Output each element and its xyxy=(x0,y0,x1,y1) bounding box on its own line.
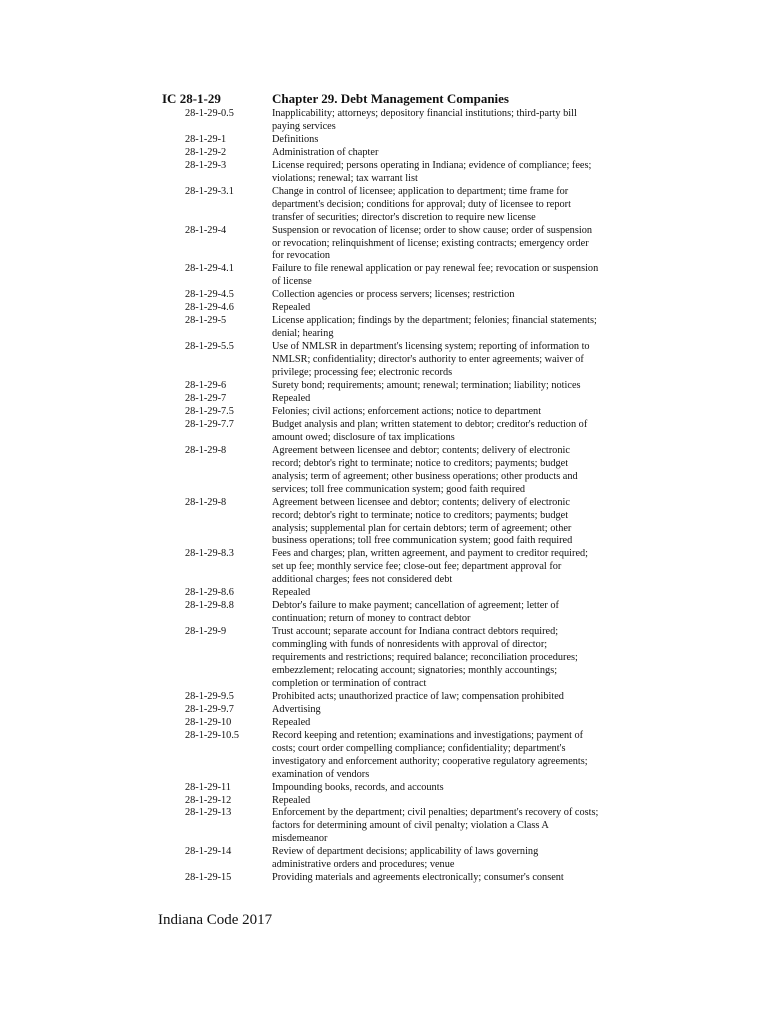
description-line: Prohibited acts; unauthorized practice of law; compensation prohibited xyxy=(272,690,564,702)
section-number: 28-1-29-9.7 xyxy=(185,703,234,715)
section-entry xyxy=(185,134,625,147)
section-entry xyxy=(185,108,625,134)
section-number: 28-1-29-5 xyxy=(185,315,227,327)
section-entry xyxy=(185,807,625,846)
description-line: completion or termination of contract xyxy=(272,677,427,689)
chapter-citation: IC 28-1-29 xyxy=(162,91,221,106)
description-line: analysis; supplemental plan for certain debtors; term of agreement; other xyxy=(272,522,572,534)
section-number: 28-1-29-11 xyxy=(185,781,231,793)
section-entry xyxy=(185,704,625,717)
description-line: set up fee; monthly service fee; close-out fee; department approval for xyxy=(272,561,562,573)
section-number: 28-1-29-4.1 xyxy=(185,263,234,275)
description-line: Repealed xyxy=(272,302,311,314)
section-entry xyxy=(185,872,625,885)
section-description xyxy=(272,341,625,380)
section-description xyxy=(272,795,625,808)
section-number: 28-1-29-2 xyxy=(185,146,227,158)
description-line: Agreement between licensee and debtor; contents; delivery of electronic xyxy=(272,496,570,508)
description-line: Enforcement by the department; civil penalties; department's recovery of costs; xyxy=(272,807,599,819)
section-number: 28-1-29-8.8 xyxy=(185,600,234,612)
section-number: 28-1-29-0.5 xyxy=(185,108,234,119)
section-description xyxy=(272,704,625,717)
section-description xyxy=(272,691,625,704)
section-entry xyxy=(185,225,625,264)
section-description xyxy=(272,497,625,549)
section-number: 28-1-29-3.1 xyxy=(185,185,234,197)
description-line: Inapplicability; attorneys; depository financial institutions; third-party bill xyxy=(272,108,577,119)
section-number: 28-1-29-5.5 xyxy=(185,341,234,353)
description-line: Surety bond; requirements; amount; renewal; termination; liability; notices xyxy=(272,380,581,392)
description-line: embezzlement; relocating account; signatories; monthly accountings; xyxy=(272,664,558,676)
section-number: 28-1-29-1 xyxy=(185,133,227,145)
section-number: 28-1-29-15 xyxy=(185,872,232,884)
description-line: Collection agencies or process servers; licenses; restriction xyxy=(272,289,515,301)
section-entry xyxy=(185,600,625,626)
description-line: Impounding books, records, and accounts xyxy=(272,781,444,793)
section-number: 28-1-29-8 xyxy=(185,496,227,508)
section-description xyxy=(272,134,625,147)
chapter-title: Chapter 29. Debt Management Companies xyxy=(272,91,509,106)
description-line: Trust account; separate account for Indiana contract debtors required; xyxy=(272,626,559,638)
section-number: 28-1-29-8.6 xyxy=(185,587,234,599)
description-line: Failure to file renewal application or pay renewal fee; revocation or suspension xyxy=(272,263,599,275)
description-line: NMLSR; confidentiality; director's authority to enter agreements; waiver of xyxy=(272,354,584,366)
description-line: privilege; processing fee; electronic records xyxy=(272,367,453,379)
section-description xyxy=(272,186,625,225)
section-description xyxy=(272,587,625,600)
description-line: continuation; return of money to contract debtor xyxy=(272,613,471,625)
description-line: denial; hearing xyxy=(272,328,334,340)
description-line: Administration of chapter xyxy=(272,146,379,158)
section-description xyxy=(272,263,625,289)
description-line: amount owed; disclosure of tax implications xyxy=(272,431,455,443)
description-line: Repealed xyxy=(272,716,311,728)
description-line: Agreement between licensee and debtor; contents; delivery of electronic xyxy=(272,444,570,456)
description-line: transfer of securities; director's discretion to require new license xyxy=(272,211,536,223)
section-description xyxy=(272,160,625,186)
section-description xyxy=(272,302,625,315)
section-entry xyxy=(185,406,625,419)
section-number: 28-1-29-10 xyxy=(185,716,232,728)
section-entry xyxy=(185,795,625,808)
description-line: for revocation xyxy=(272,250,331,262)
description-line: Budget analysis and plan; written statement to debtor; creditor's reduction of xyxy=(272,418,588,430)
section-entry xyxy=(185,846,625,872)
section-description xyxy=(272,108,625,134)
section-description xyxy=(272,846,625,872)
section-description xyxy=(272,406,625,419)
description-line: Definitions xyxy=(272,133,319,145)
section-number: 28-1-29-9.5 xyxy=(185,690,234,702)
section-description xyxy=(272,782,625,795)
description-line: commingling with funds of nonresidents with approval of director; xyxy=(272,639,548,651)
description-line: Repealed xyxy=(272,794,311,806)
section-entry xyxy=(185,315,625,341)
section-entry xyxy=(185,587,625,600)
section-entry xyxy=(185,717,625,730)
section-entry xyxy=(185,341,625,380)
description-line: Advertising xyxy=(272,703,321,715)
section-description xyxy=(272,225,625,264)
description-line: License application; findings by the department; felonies; financial statements; xyxy=(272,315,597,327)
section-description xyxy=(272,419,625,445)
section-number: 28-1-29-8 xyxy=(185,444,227,456)
description-line: violations; renewal; tax warrant list xyxy=(272,172,418,184)
section-number: 28-1-29-7.7 xyxy=(185,418,234,430)
section-entry xyxy=(185,782,625,795)
description-line: Use of NMLSR in department's licensing system; reporting of information to xyxy=(272,341,590,353)
section-entry xyxy=(185,380,625,393)
description-line: examination of vendors xyxy=(272,768,370,780)
section-entry xyxy=(185,419,625,445)
section-description xyxy=(272,445,625,497)
description-line: costs; court order compelling compliance; confidentiality; department's xyxy=(272,742,566,754)
section-number: 28-1-29-7.5 xyxy=(185,405,234,417)
section-number: 28-1-29-4 xyxy=(185,224,227,236)
section-entry xyxy=(185,691,625,704)
section-entry xyxy=(185,730,625,782)
page-footer: Indiana Code 2017 xyxy=(158,912,273,928)
description-line: additional charges; fees not considered debt xyxy=(272,574,453,586)
section-description xyxy=(272,807,625,846)
section-number: 28-1-29-4.6 xyxy=(185,302,234,314)
description-line: misdemeanor xyxy=(272,833,328,845)
description-line: of license xyxy=(272,276,312,288)
section-number: 28-1-29-14 xyxy=(185,846,232,858)
description-line: record; debtor's right to terminate; notice to creditors; payments; budget xyxy=(272,509,569,521)
section-entry xyxy=(185,289,625,302)
description-line: factors for determining amount of civil penalty; violation a Class A xyxy=(272,820,549,832)
description-line: Repealed xyxy=(272,392,311,404)
description-line: Review of department decisions; applicability of laws governing xyxy=(272,846,539,858)
section-number: 28-1-29-7 xyxy=(185,392,227,404)
section-number: 28-1-29-4.5 xyxy=(185,289,234,301)
description-line: Providing materials and agreements electronically; consumer's consent xyxy=(272,872,564,884)
section-description xyxy=(272,289,625,302)
section-number: 28-1-29-9 xyxy=(185,626,227,638)
description-line: analysis; term of agreement; other business operations; other products and xyxy=(272,470,578,482)
description-line: Debtor's failure to make payment; cancellation of agreement; letter of xyxy=(272,600,559,612)
section-entry xyxy=(185,548,625,587)
description-line: Felonies; civil actions; enforcement actions; notice to department xyxy=(272,405,542,417)
section-description xyxy=(272,717,625,730)
section-description xyxy=(272,315,625,341)
section-entry xyxy=(185,497,625,549)
description-line: paying services xyxy=(272,120,336,132)
section-number: 28-1-29-8.3 xyxy=(185,548,234,560)
description-line: License required; persons operating in Indiana; evidence of compliance; fees; xyxy=(272,159,592,171)
section-description xyxy=(272,872,625,885)
section-number: 28-1-29-12 xyxy=(185,794,232,806)
section-entry xyxy=(185,263,625,289)
description-line: record; debtor's right to terminate; notice to creditors; payments; budget xyxy=(272,457,569,469)
section-entry xyxy=(185,445,625,497)
section-description xyxy=(272,380,625,393)
description-line: or revocation; relinquishment of license; existing contracts; emergency order xyxy=(272,237,589,249)
section-entry xyxy=(185,186,625,225)
description-line: administrative orders and procedures; venue xyxy=(272,859,455,871)
section-entry xyxy=(185,160,625,186)
description-line: investigatory and enforcement authority; cooperative regulatory agreements; xyxy=(272,755,588,767)
description-line: services; toll free communication system; good faith required xyxy=(272,483,526,495)
section-description xyxy=(272,393,625,406)
section-entry xyxy=(185,147,625,160)
description-line: Fees and charges; plan, written agreement, and payment to creditor required; xyxy=(272,548,589,560)
section-number: 28-1-29-3 xyxy=(185,159,227,171)
section-description xyxy=(272,600,625,626)
section-description xyxy=(272,548,625,587)
description-line: business operations; toll free communication system; good faith required xyxy=(272,535,573,547)
section-description xyxy=(272,147,625,160)
section-entry xyxy=(185,393,625,406)
section-description xyxy=(272,730,625,782)
section-list xyxy=(185,108,625,885)
section-description xyxy=(272,626,625,691)
section-entry xyxy=(185,626,625,691)
section-number: 28-1-29-13 xyxy=(185,807,232,819)
description-line: requirements and restrictions; required balance; reconciliation procedures; xyxy=(272,652,578,664)
section-number: 28-1-29-10.5 xyxy=(185,729,240,741)
description-line: Repealed xyxy=(272,587,311,599)
description-line: Change in control of licensee; application to department; time frame for xyxy=(272,185,569,197)
description-line: department's decision; conditions for approval; duty of licensee to report xyxy=(272,198,571,210)
section-entry xyxy=(185,302,625,315)
section-number: 28-1-29-6 xyxy=(185,380,227,392)
description-line: Record keeping and retention; examinations and investigations; payment of xyxy=(272,729,584,741)
description-line: Suspension or revocation of license; order to show cause; order of suspension xyxy=(272,224,592,236)
